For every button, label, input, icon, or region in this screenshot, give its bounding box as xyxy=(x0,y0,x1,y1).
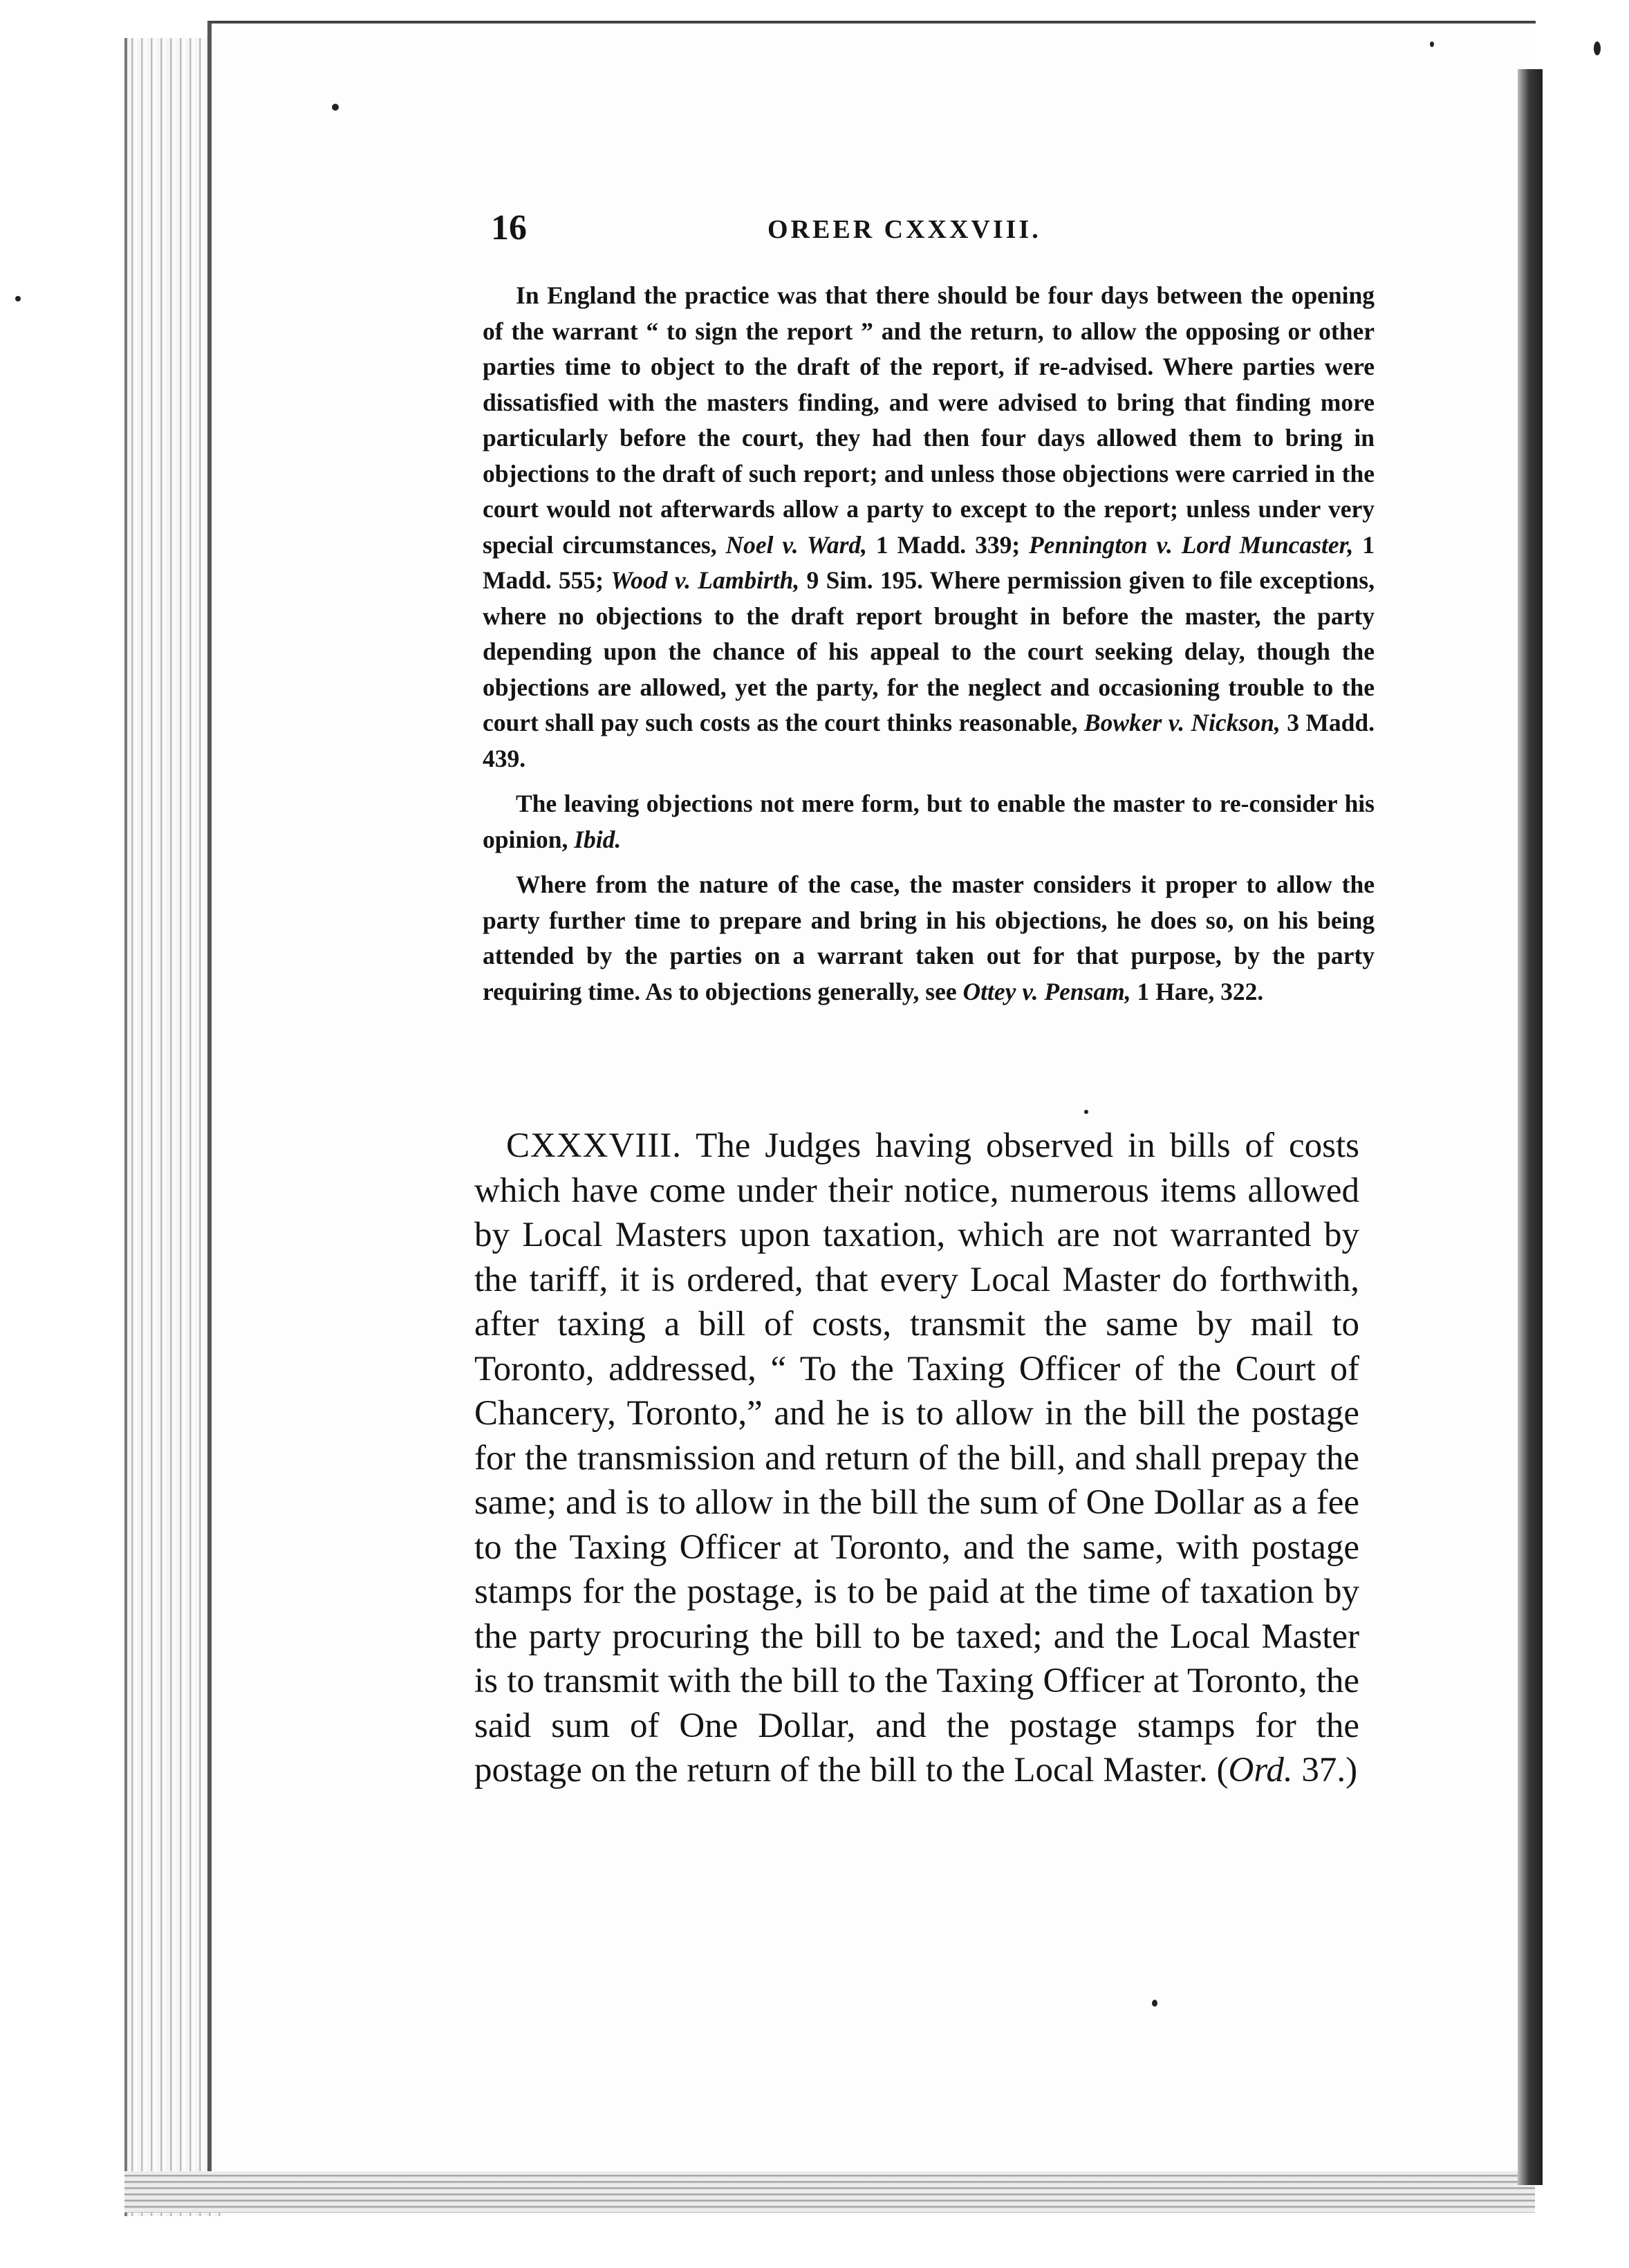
case-citation: Noel v. Ward, xyxy=(725,530,868,559)
scan-speck xyxy=(332,104,339,111)
order-body: The Judges having observed in bills of costs which have come under their notice, numerous items allowed by Local Masters upon taxation, which are not warranted by the tariff, it is ordered, that every Local Master do forthwith, after taxing a bill of costs, transmit the same by mail to Toronto, addressed, “ To the Taxing Officer of the Court of Chancery, Toronto,” and he is to allow in the bill the postage for the transmission and return of the bill, and shall prepay the same; and is to allow in the bill the sum of One Dollar as a fee to the Taxing Officer at Toronto, and the same, with postage stamps for the postage, is to be paid at the time of taxation by the party procuring the bill to be taxed; and the Local Master is to transmit with the bill to the Taxing Officer at Toronto, the said sum of One Dollar, and the postage stamps for the postage on the return of the bill to the Local Master. xyxy=(474,1126,1359,1790)
note-paragraph: The leaving objections not mere form, but to enable the master to re-consider his opinion, Ibid. xyxy=(483,790,1375,853)
case-citation: Bowker v. Nickson, xyxy=(1083,709,1281,736)
note-paragraph: In England the practice was that there should be four days between the opening of the warrant “ to sign the report ” and the return, to allow the opposing or other parties time to object to the draft of the report, if re-advised. Where parties were dissatisfied with the masters finding, and were advised to bring that finding more particularly before the court, they had then four days allowed them to bring in objections to the draft of such report; and unless those objections were carried in the court would not afterwards allow a party to except to the report; unless under very special circumstances, Noel v. Ward, 1 Madd. 339; Pennington v. Lord Muncaster, 1 Madd. 555; Wood v. Lambirth, 9 Sim. 195. Where permission given to file exceptions, where no objections to the draft report brought in before the master, the party depending upon the chance of his appeal to the court seeking delay, though the objections are allowed, yet the party, for the neglect and occasioning trouble to the court shall pay such costs as the court thinks reasonable, Bowker v. Nickson, 3 Madd. 439. xyxy=(483,281,1375,772)
page-bottom-edges xyxy=(124,2171,1535,2213)
scan-speck xyxy=(15,296,21,301)
running-head: OREER CXXXVIII. xyxy=(767,215,1041,244)
commentary-notes xyxy=(483,278,1375,1010)
order-citation: (Ord. 37.) xyxy=(1216,1751,1358,1790)
page-header xyxy=(491,207,1376,256)
scan-speck xyxy=(1594,41,1601,55)
scan-speck xyxy=(1084,1110,1088,1114)
order-text xyxy=(474,1124,1359,1793)
page-number: 16 xyxy=(491,208,527,248)
binding-shadow xyxy=(1518,69,1543,2185)
scan-speck xyxy=(1152,2000,1157,2007)
case-citation: Wood v. Lambirth, xyxy=(611,566,800,594)
scan-speck xyxy=(1430,41,1434,47)
note-paragraph: Where from the nature of the case, the master considers it proper to allow the party further time to prepare and bring in his objections, he does so, on his being attended by the parties on a warrant taken out for that purpose, by the party requiring time. As to objections generally, see Ottey v. Pensam, 1 Hare, 322. xyxy=(483,871,1375,1005)
order-paragraph xyxy=(474,1124,1359,1793)
order-number: CXXXVIII. xyxy=(506,1126,682,1165)
case-citation: Ottey v. Pensam, xyxy=(962,977,1131,1005)
case-citation: Ibid. xyxy=(574,825,622,853)
case-citation: Pennington v. Lord Muncaster, xyxy=(1029,530,1354,559)
